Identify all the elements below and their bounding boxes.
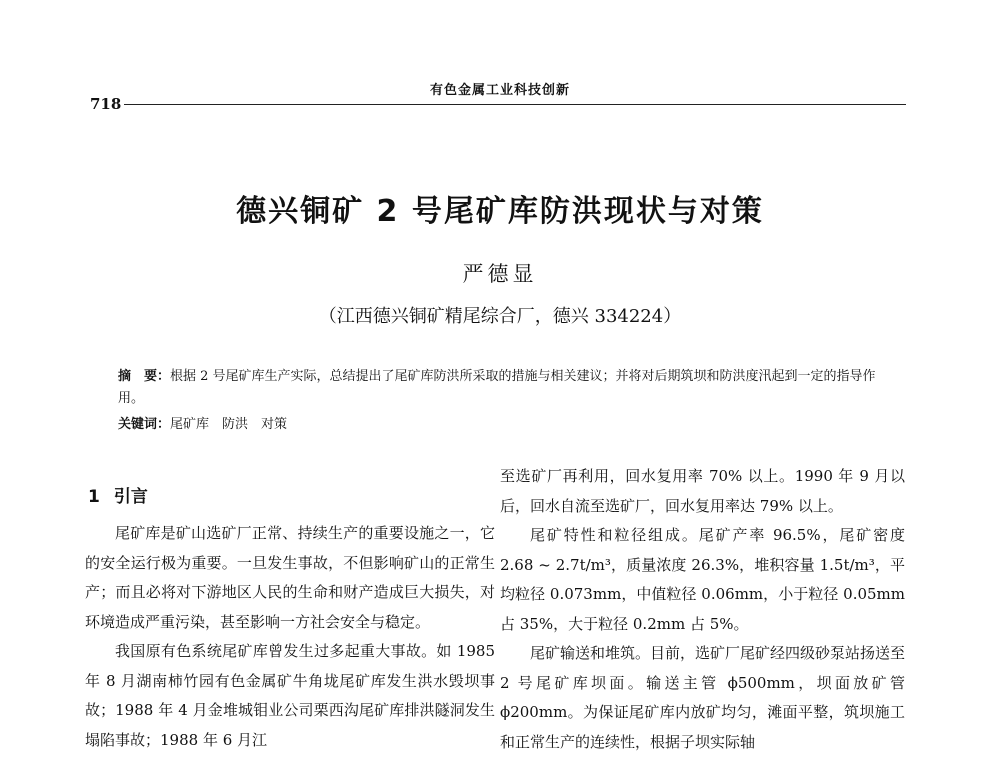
paragraph: 尾矿特性和粒径组成。尾矿产率 96.5%，尾矿密度 2.68 ~ 2.7t/m³，质量浓度 26.3%，堆积容量 1.5t/m³，平均粒径 0.073mm，中值粒径 0.06mm，小于粒径 0.05mm 占 35%，大于粒径 0.2mm 占 5%。: [500, 526, 905, 633]
keywords-text: 尾矿库 防洪 对策: [170, 417, 288, 432]
author-name: 严德显: [462, 262, 538, 286]
keywords-label: 关键词：: [118, 417, 171, 432]
abstract-label: 摘 要：: [118, 369, 171, 384]
right-column: [500, 462, 905, 757]
paragraph: 尾矿库是矿山选矿厂正常、持续生产的重要设施之一，它的安全运行极为重要。一旦发生事故，不但影响矿山的正常生产；而且必将对下游地区人民的生命和财产造成巨大损失，对环境造成严重污染，甚至影响一方社会安全与稳定。: [85, 524, 495, 631]
section-title: 引言: [113, 487, 148, 507]
header-rule: [124, 104, 906, 105]
left-column: [85, 519, 495, 755]
running-header-journal: 有色金属工业科技创新: [429, 83, 570, 98]
keywords: [118, 413, 878, 432]
abstract: [118, 366, 878, 410]
author-affiliation: （江西德兴铜矿精尾综合厂，德兴 334224）: [318, 306, 682, 327]
article-title: 德兴铜矿 2 号尾矿库防洪现状与对策: [236, 194, 764, 229]
section-number: 1: [88, 487, 100, 507]
page-number: 718: [90, 95, 122, 113]
paragraph: 尾矿输送和堆筑。目前，选矿厂尾矿经四级砂泵站扬送至 2 号尾矿库坝面。输送主管 ϕ500mm，坝面放矿管 ϕ200mm。为保证尾矿库内放矿均匀，滩面平整，筑坝施工和正常生产的连续性，根据子坝实际轴: [500, 644, 906, 751]
section-heading: [88, 482, 148, 507]
paragraph: 我国原有色系统尾矿库曾发生过多起重大事故。如 1985 年 8 月湖南柿竹园有色金属矿牛角垅尾矿库发生洪水毁坝事故；1988 年 4 月金堆城钼业公司栗西沟尾矿库排洪隧洞发生塌陷事故；1988 年 6 月江: [85, 642, 495, 749]
abstract-text: 根据 2 号尾矿库生产实际，总结提出了尾矿库防洪所采取的措施与相关建议；并将对后期筑坝和防洪度汛起到一定的指导作用。: [118, 369, 876, 406]
paragraph: 至选矿厂再利用，回水复用率 70% 以上。1990 年 9 月以后，回水自流至选矿厂，回水复用率达 79% 以上。: [500, 467, 905, 515]
